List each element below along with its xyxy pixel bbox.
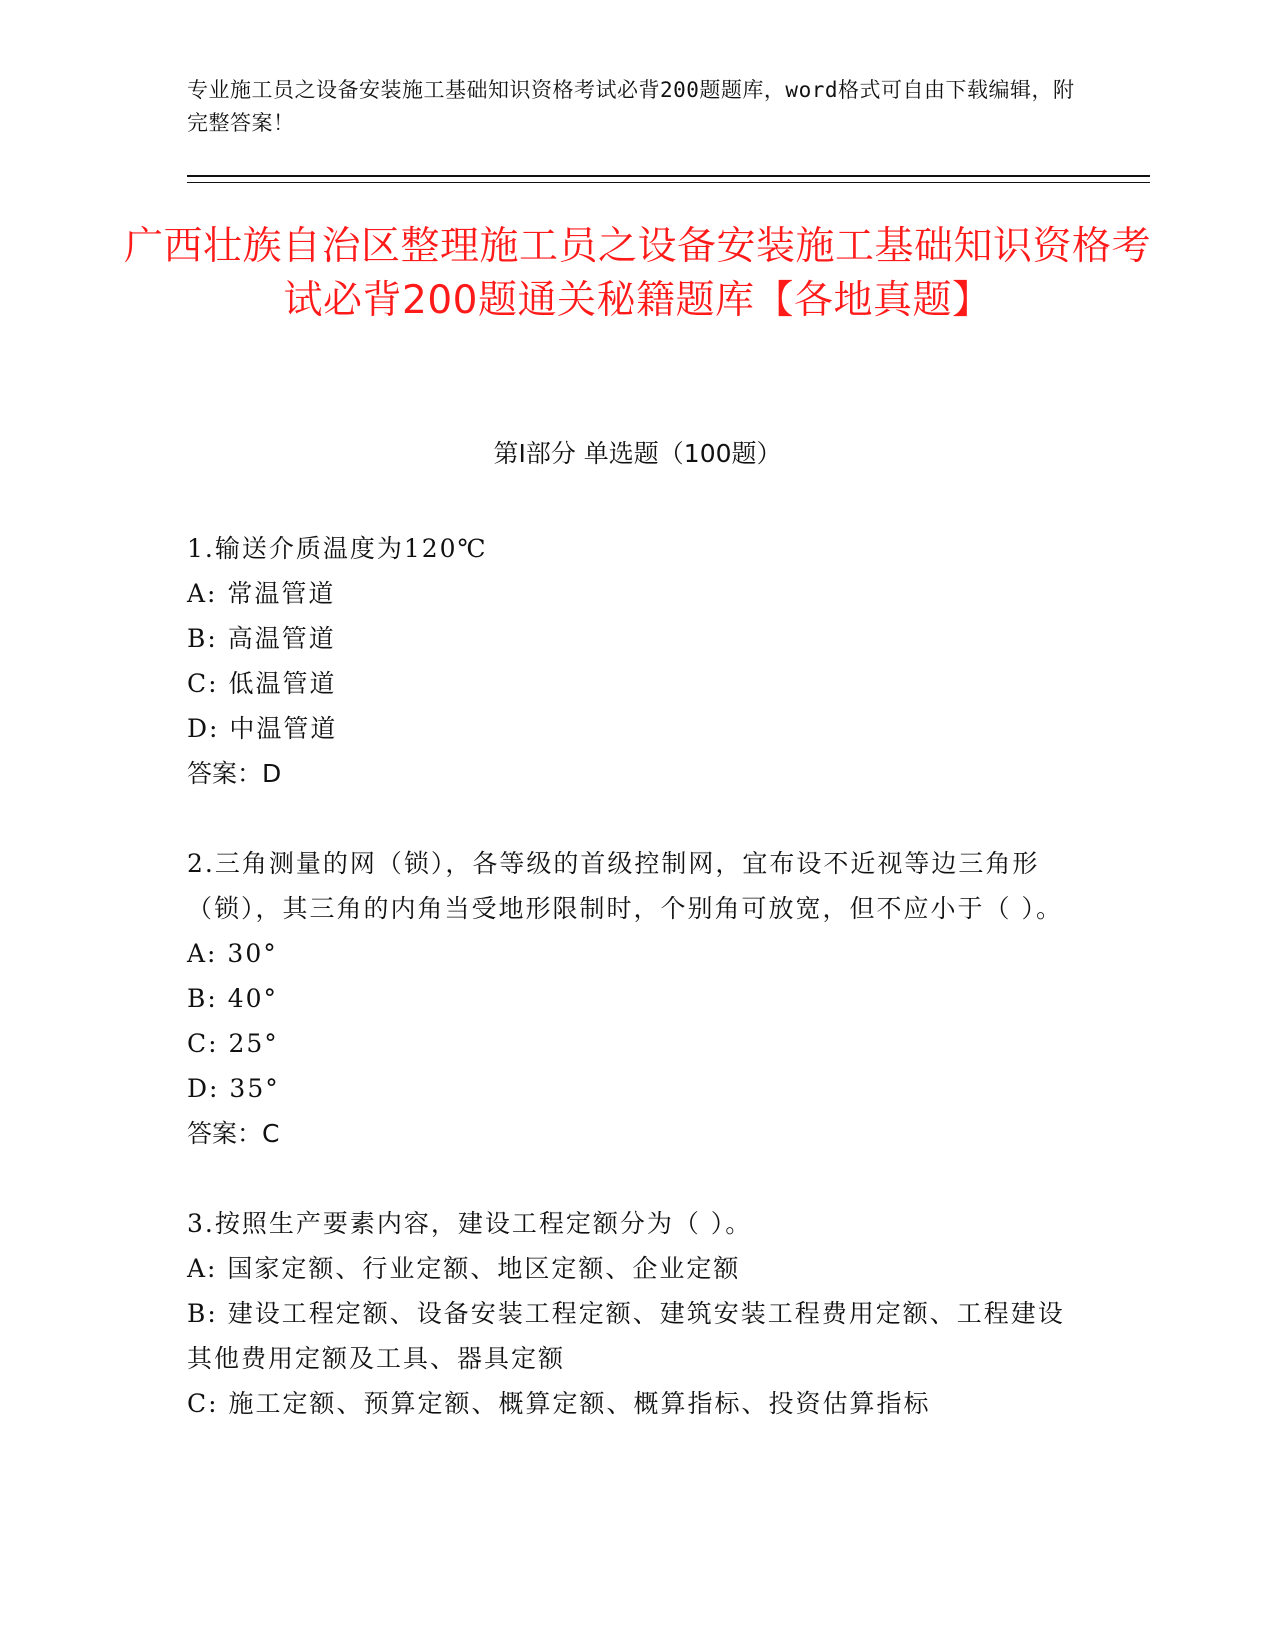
question-stem: 3.按照生产要素内容，建设工程定额分为（ ）。	[187, 1209, 753, 1238]
option-a: A: 国家定额、行业定额、地区定额、企业定额	[187, 1254, 741, 1283]
header-divider-thin	[187, 182, 1150, 183]
option-b: B: 建设工程定额、设备安装工程定额、建筑安装工程费用定额、工程建设其他费用定额及工具、器具定额	[187, 1299, 1065, 1373]
question-stem: 2.三角测量的网（锁），各等级的首级控制网，宜布设不近视等边三角形（锁），其三角的内角当受地形限制时，个别角可放宽，但不应小于（ ）。	[187, 849, 1063, 923]
option-c: C: 25°	[187, 1029, 279, 1058]
question-3	[187, 1201, 1077, 1426]
option-d: D: 35°	[187, 1074, 280, 1103]
answer: 答案：C	[187, 1119, 280, 1148]
document-title: 广西壮族自治区整理施工员之设备安装施工基础知识资格考试必背200题通关秘籍题库【各地真题】	[123, 224, 1151, 323]
option-c: C: 低温管道	[187, 669, 337, 698]
question-1	[187, 526, 1077, 796]
option-a: A: 30°	[187, 939, 278, 968]
option-b: B: 高温管道	[187, 624, 336, 653]
section-heading: 第Ⅰ部分 单选题（100题）	[493, 439, 782, 468]
header-divider	[187, 175, 1150, 177]
answer: 答案：D	[187, 759, 282, 788]
option-c: C: 施工定额、预算定额、概算定额、概算指标、投资估算指标	[187, 1389, 931, 1418]
header-note: 专业施工员之设备安装施工基础知识资格考试必背200题题库，word格式可自由下载编辑，附完整答案！	[187, 78, 1075, 135]
option-b: B: 40°	[187, 984, 279, 1013]
option-a: A: 常温管道	[187, 579, 336, 608]
question-list	[187, 526, 1077, 1471]
question-2	[187, 841, 1077, 1156]
option-d: D: 中温管道	[187, 714, 338, 743]
question-stem: 1.输送介质温度为120℃	[187, 534, 488, 563]
